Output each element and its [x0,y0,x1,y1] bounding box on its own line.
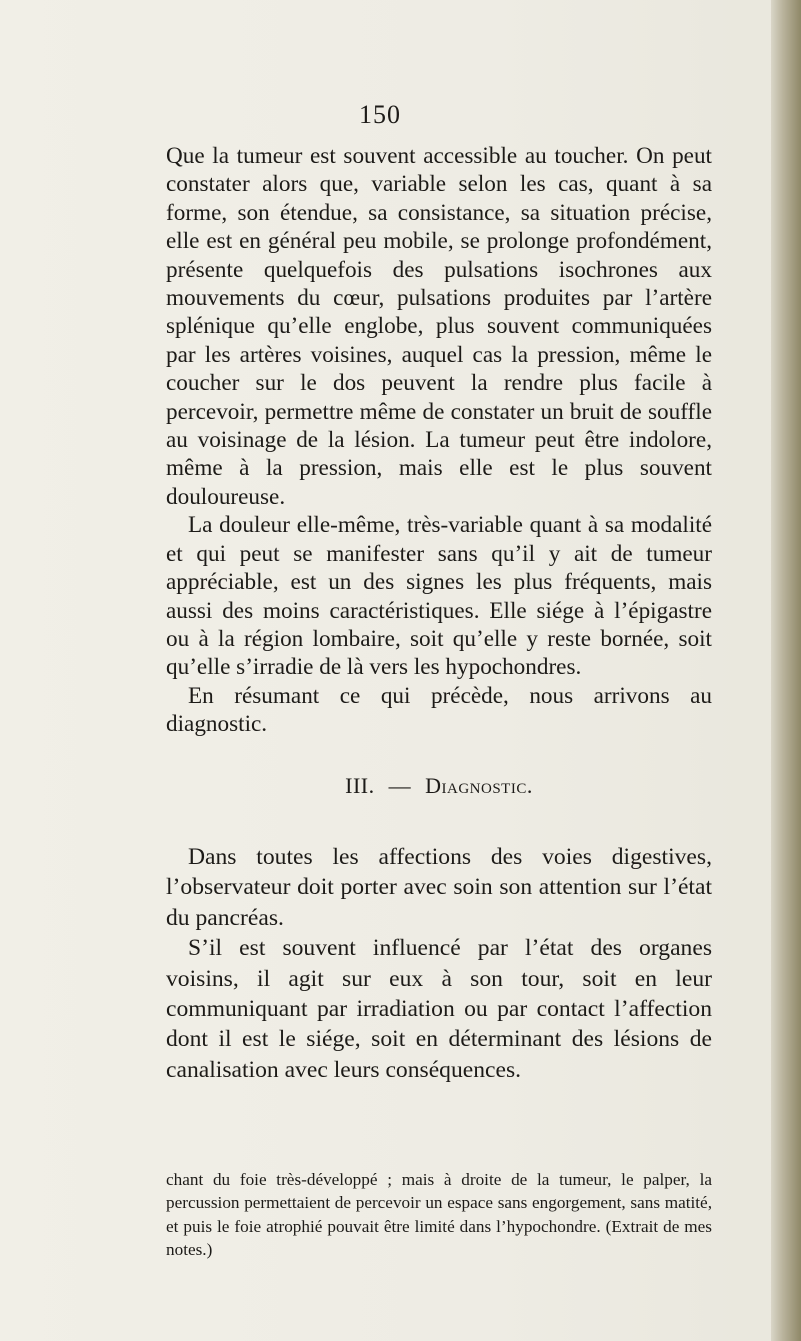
page-edge-shadow [771,0,801,1341]
section-heading [166,773,712,799]
paragraph: En résumant ce qui précède, nous arrivons au diagnostic. [166,682,712,738]
paragraph: Dans toutes les affections des voies digestives, l’observateur doit porter avec soin son attention sur l’état du pancréas. [166,844,712,931]
page-number: 150 [359,100,401,129]
paragraph: La douleur elle-même, très-variable quant à sa modalité et qui peut se manifester sans qu’il y ait de tumeur appréciable, est un des signes les plus fréquents, mais aussi des moins caractéristiques. Elle siége à l’épigastre ou à la région lombaire, soit qu’elle y reste bornée, soit qu’elle s’irradie de là vers les hypochondres. [166,512,712,681]
footnote-text: chant du foie très-développé ; mais à droite de la tumeur, le palper, la percussion permettaient de percevoir un espace sans engorgement, sans matité, et puis le foie atrophié pouvait être limité dans l’hypochondre. (Extrait de mes notes.) [166,1170,712,1260]
paragraph: Que la tumeur est souvent accessible au toucher. On peut constater alors que, variable selon les cas, quant à sa forme, son étendue, sa consistance, sa situation précise, elle est en général peu mobile, se prolonge profondément, présente quelquefois des pulsations isochrones aux mouvements du cœur, pulsations produites par l’artère splénique qu’elle englobe, plus souvent communiquées par les artères voisines, auquel cas la pression, même le coucher sur le dos peuvent la rendre plus facile à percevoir, permettre même de constater un bruit de souffle au voisinage de la lésion. La tumeur peut être indolore, même à la pression, mais elle est le plus souvent douloureuse. [166,143,712,510]
paragraph: S’il est souvent influencé par l’état des organes voisins, il agit sur eux à son tour, soit en leur communiquant par irradiation ou par contact l’affection dont il est le siége, soit en déterminant des lésions de canalisation avec leurs conséquences. [166,935,712,1083]
section-title: Diagnostic. [425,773,533,798]
body-section-2 [166,842,712,1085]
heading-dash: — [388,773,412,798]
section-number: III. [345,773,375,798]
body-section-1 [166,142,712,739]
footnote [166,1168,712,1262]
